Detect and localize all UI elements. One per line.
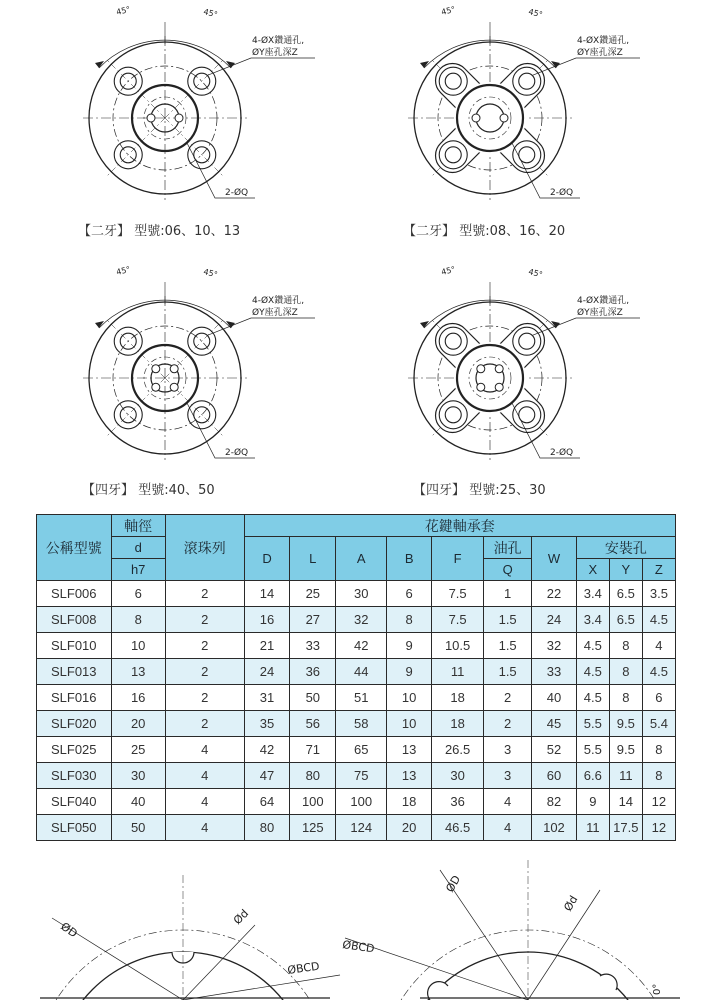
- label-diameter-d: Ød: [230, 906, 252, 928]
- caption-label: 型號:40、50: [138, 483, 215, 498]
- table-cell: 75: [336, 763, 387, 789]
- caption-diagram-2: 【二牙】 型號:08、16、20: [403, 224, 566, 239]
- table-cell: 25: [111, 737, 165, 763]
- hole-note-line-1: 4-ØX鑽通孔,: [252, 36, 305, 46]
- table-row: [37, 737, 676, 763]
- table-cell: 30: [336, 581, 387, 607]
- table-cell: 33: [290, 633, 336, 659]
- diagonal-center-line: [165, 118, 224, 177]
- table-cell: 5.5: [576, 711, 609, 737]
- table-cell: 71: [290, 737, 336, 763]
- table-cell: 26.5: [432, 737, 484, 763]
- table-cell: 4.5: [576, 633, 609, 659]
- table-cell: 10.5: [432, 633, 484, 659]
- table-cell: 14: [244, 581, 290, 607]
- table-cell: 4.5: [642, 659, 675, 685]
- table-cell: 42: [336, 633, 387, 659]
- table-cell: SLF025: [37, 737, 112, 763]
- bottom-detail-right: [342, 860, 680, 1000]
- table-cell: 22: [532, 581, 577, 607]
- table-cell: 82: [532, 789, 577, 815]
- table-cell: 9: [387, 633, 432, 659]
- table-cell: 102: [532, 815, 577, 841]
- table-cell: 2: [165, 607, 244, 633]
- table-cell: SLF008: [37, 607, 112, 633]
- spline-groove: [472, 114, 480, 122]
- header-Q: Q: [484, 559, 532, 581]
- table-cell: 24: [244, 659, 290, 685]
- hole-note-line-1: 4-ØX鑽通孔,: [577, 36, 630, 46]
- table-cell: 30: [432, 763, 484, 789]
- table-row: [37, 763, 676, 789]
- diagonal-center-line: [165, 59, 224, 118]
- table-cell: 3.4: [576, 581, 609, 607]
- table-cell: 3: [484, 763, 532, 789]
- spline-groove: [477, 365, 485, 373]
- table-cell: 13: [387, 763, 432, 789]
- table-cell: 24: [532, 607, 577, 633]
- table-cell: 56: [290, 711, 336, 737]
- spline-groove: [147, 114, 155, 122]
- table-cell: 2: [484, 711, 532, 737]
- table-cell: 50: [290, 685, 336, 711]
- spline-groove: [428, 982, 448, 1000]
- table-cell: 16: [111, 685, 165, 711]
- label-diameter-d: Ød: [561, 893, 581, 914]
- table-cell: SLF016: [37, 685, 112, 711]
- spline-groove: [477, 383, 485, 391]
- table-cell: 36: [290, 659, 336, 685]
- spec-table-header: [37, 515, 676, 581]
- table-cell: 4: [642, 633, 675, 659]
- table-cell: 6: [387, 581, 432, 607]
- table-cell: 5.4: [642, 711, 675, 737]
- header-sleeve: 花鍵軸承套: [244, 515, 675, 537]
- table-cell: SLF030: [37, 763, 112, 789]
- hole-note-line-2: ØY座孔深Z: [252, 308, 298, 318]
- angle-label-left: 45°: [115, 4, 132, 17]
- caption-label: 型號:25、30: [469, 483, 546, 498]
- hole-note-line-1: 4-ØX鑽通孔,: [252, 296, 305, 306]
- header-B: B: [387, 537, 432, 581]
- caption-diagram-4: 【四牙】 型號:25、30: [413, 483, 546, 498]
- table-row: [37, 711, 676, 737]
- header-W: W: [532, 537, 577, 581]
- header-shaft: 軸徑: [111, 515, 165, 537]
- hole-note-leader: [208, 318, 315, 335]
- spline-groove: [170, 365, 178, 373]
- header-d: d: [111, 537, 165, 559]
- flange-diagram-2: [408, 5, 640, 200]
- table-cell: 6: [642, 685, 675, 711]
- table-cell: 10: [111, 633, 165, 659]
- hole-note-leader: [533, 318, 640, 335]
- table-cell: 13: [387, 737, 432, 763]
- table-cell: 6.5: [609, 607, 642, 633]
- spline-groove: [152, 383, 160, 391]
- angle-label-left: 45°: [440, 4, 457, 17]
- table-cell: 51: [336, 685, 387, 711]
- table-cell: SLF020: [37, 711, 112, 737]
- table-row: [37, 815, 676, 841]
- oil-note: 2-ØQ: [225, 448, 249, 458]
- table-cell: 33: [532, 659, 577, 685]
- table-cell: 9.5: [609, 737, 642, 763]
- angle-label-right: 45°: [202, 267, 219, 280]
- flange-hub-fill: [454, 82, 526, 154]
- table-cell: 4: [165, 763, 244, 789]
- table-cell: 4.5: [576, 685, 609, 711]
- table-cell: 8: [111, 607, 165, 633]
- table-cell: 21: [244, 633, 290, 659]
- flange-diagram-3: [83, 265, 315, 460]
- table-cell: 45: [532, 711, 577, 737]
- table-cell: 52: [532, 737, 577, 763]
- diagonal-center-line: [106, 118, 165, 177]
- table-cell: 6.6: [576, 763, 609, 789]
- caption-type: 二牙: [416, 224, 443, 239]
- caption-label: 型號:08、16、20: [459, 224, 566, 239]
- table-cell: 4: [165, 789, 244, 815]
- oil-note: 2-ØQ: [550, 188, 574, 198]
- spline-groove: [152, 365, 160, 373]
- table-cell: 2: [165, 711, 244, 737]
- spline-groove: [495, 383, 503, 391]
- header-model: 公稱型號: [37, 515, 112, 581]
- table-cell: 8: [642, 737, 675, 763]
- table-cell: 32: [336, 607, 387, 633]
- hole-note-line-2: ØY座孔深Z: [577, 48, 623, 58]
- table-cell: 47: [244, 763, 290, 789]
- table-cell: 5.5: [576, 737, 609, 763]
- table-cell: 4: [165, 737, 244, 763]
- table-cell: 4.5: [576, 659, 609, 685]
- header-balls: 滾珠列: [165, 515, 244, 581]
- table-cell: 4: [165, 815, 244, 841]
- caption-type: 四牙: [426, 483, 453, 498]
- table-cell: 36: [432, 789, 484, 815]
- table-cell: 64: [244, 789, 290, 815]
- flange-diagram-4: [408, 265, 640, 460]
- header-A: A: [336, 537, 387, 581]
- table-cell: 100: [336, 789, 387, 815]
- table-cell: 7.5: [432, 581, 484, 607]
- hole-note-line-1: 4-ØX鑽通孔,: [577, 296, 630, 306]
- angle-label-left: 45°: [115, 264, 132, 277]
- dimension-line-d: [183, 925, 255, 1000]
- table-cell: 18: [387, 789, 432, 815]
- header-h7: h7: [111, 559, 165, 581]
- table-cell: 8: [642, 763, 675, 789]
- table-cell: 11: [576, 815, 609, 841]
- table-cell: 27: [290, 607, 336, 633]
- header-L: L: [290, 537, 336, 581]
- spec-table-body: [37, 581, 676, 841]
- table-cell: SLF006: [37, 581, 112, 607]
- table-cell: 2: [484, 685, 532, 711]
- table-cell: 80: [290, 763, 336, 789]
- flange-diagram-1: [83, 5, 315, 200]
- header-Z: Z: [642, 559, 675, 581]
- table-cell: 40: [532, 685, 577, 711]
- label-diameter-bcd: ØBCD: [286, 959, 321, 977]
- table-cell: 2: [165, 685, 244, 711]
- table-row: [37, 659, 676, 685]
- label-diameter-D: ØD: [58, 919, 80, 941]
- table-cell: 1.5: [484, 659, 532, 685]
- table-cell: 8: [387, 607, 432, 633]
- table-cell: 44: [336, 659, 387, 685]
- spline-groove: [175, 114, 183, 122]
- angle-label-left: 45°: [440, 264, 457, 277]
- table-cell: 4: [484, 789, 532, 815]
- hole-note-leader: [208, 58, 315, 75]
- table-cell: 8: [609, 659, 642, 685]
- header-oil: 油孔: [484, 537, 532, 559]
- table-cell: 32: [532, 633, 577, 659]
- table-row: [37, 789, 676, 815]
- table-cell: SLF010: [37, 633, 112, 659]
- table-cell: 3: [484, 737, 532, 763]
- table-cell: 11: [432, 659, 484, 685]
- table-cell: 58: [336, 711, 387, 737]
- table-cell: 30: [111, 763, 165, 789]
- oil-note: 2-ØQ: [225, 188, 249, 198]
- angle-label-right: 45°: [202, 7, 219, 20]
- table-cell: 3.5: [642, 581, 675, 607]
- spline-groove: [170, 383, 178, 391]
- table-cell: 125: [290, 815, 336, 841]
- table-cell: 8: [609, 633, 642, 659]
- table-cell: 10: [387, 685, 432, 711]
- label-diameter-bcd: ØBCD: [341, 938, 376, 956]
- table-cell: 17.5: [609, 815, 642, 841]
- hole-note-line-2: ØY座孔深Z: [252, 48, 298, 58]
- table-cell: 1.5: [484, 607, 532, 633]
- table-cell: 4.5: [642, 607, 675, 633]
- table-cell: 100: [290, 789, 336, 815]
- header-D: D: [244, 537, 290, 581]
- table-cell: 3.4: [576, 607, 609, 633]
- caption-diagram-1: 【二牙】 型號:06、10、13: [78, 224, 241, 239]
- table-cell: 60: [532, 763, 577, 789]
- spline-groove: [495, 365, 503, 373]
- flange-hub-fill: [454, 342, 526, 414]
- table-cell: 7.5: [432, 607, 484, 633]
- spline-groove: [500, 114, 508, 122]
- table-cell: 9: [387, 659, 432, 685]
- table-cell: 6.5: [609, 581, 642, 607]
- table-cell: SLF040: [37, 789, 112, 815]
- spec-table: [36, 514, 676, 841]
- header-Y: Y: [609, 559, 642, 581]
- table-cell: 20: [111, 711, 165, 737]
- caption-type: 四牙: [95, 483, 122, 498]
- caption-type: 二牙: [91, 224, 118, 239]
- caption-label: 型號:06、10、13: [134, 224, 241, 239]
- table-cell: 10: [387, 711, 432, 737]
- table-cell: 50: [111, 815, 165, 841]
- table-cell: 4: [484, 815, 532, 841]
- label-angle-degree: 0°: [652, 983, 663, 995]
- table-cell: 14: [609, 789, 642, 815]
- table-cell: 2: [165, 633, 244, 659]
- table-cell: 11: [609, 763, 642, 789]
- header-F: F: [432, 537, 484, 581]
- label-diameter-D: ØD: [443, 873, 464, 895]
- table-cell: 2: [165, 659, 244, 685]
- table-cell: 2: [165, 581, 244, 607]
- table-cell: 18: [432, 711, 484, 737]
- table-cell: SLF050: [37, 815, 112, 841]
- table-cell: 124: [336, 815, 387, 841]
- table-cell: 12: [642, 789, 675, 815]
- table-cell: 80: [244, 815, 290, 841]
- caption-diagram-3: 【四牙】 型號:40、50: [82, 483, 215, 498]
- table-cell: 42: [244, 737, 290, 763]
- hole-note-leader: [533, 58, 640, 75]
- oil-note: 2-ØQ: [550, 448, 574, 458]
- table-cell: 16: [244, 607, 290, 633]
- header-mount: 安裝孔: [576, 537, 675, 559]
- table-cell: 25: [290, 581, 336, 607]
- table-cell: 20: [387, 815, 432, 841]
- table-cell: 6: [111, 581, 165, 607]
- table-row: [37, 581, 676, 607]
- table-cell: 35: [244, 711, 290, 737]
- spline-groove: [600, 974, 617, 990]
- table-cell: 40: [111, 789, 165, 815]
- table-cell: 31: [244, 685, 290, 711]
- table-cell: 9.5: [609, 711, 642, 737]
- angle-label-right: 45°: [527, 7, 544, 20]
- hole-note-line-2: ØY座孔深Z: [577, 308, 623, 318]
- table-cell: SLF013: [37, 659, 112, 685]
- table-cell: 12: [642, 815, 675, 841]
- table-cell: 8: [609, 685, 642, 711]
- diagonal-center-line: [106, 59, 165, 118]
- table-cell: 18: [432, 685, 484, 711]
- angle-label-right: 45°: [527, 267, 544, 280]
- table-cell: 9: [576, 789, 609, 815]
- table-row: [37, 633, 676, 659]
- table-cell: 13: [111, 659, 165, 685]
- bottom-detail-left: [33, 875, 340, 1000]
- table-row: [37, 607, 676, 633]
- table-cell: 65: [336, 737, 387, 763]
- header-X: X: [576, 559, 609, 581]
- table-cell: 46.5: [432, 815, 484, 841]
- table-row: [37, 685, 676, 711]
- table-cell: 1: [484, 581, 532, 607]
- table-cell: 1.5: [484, 633, 532, 659]
